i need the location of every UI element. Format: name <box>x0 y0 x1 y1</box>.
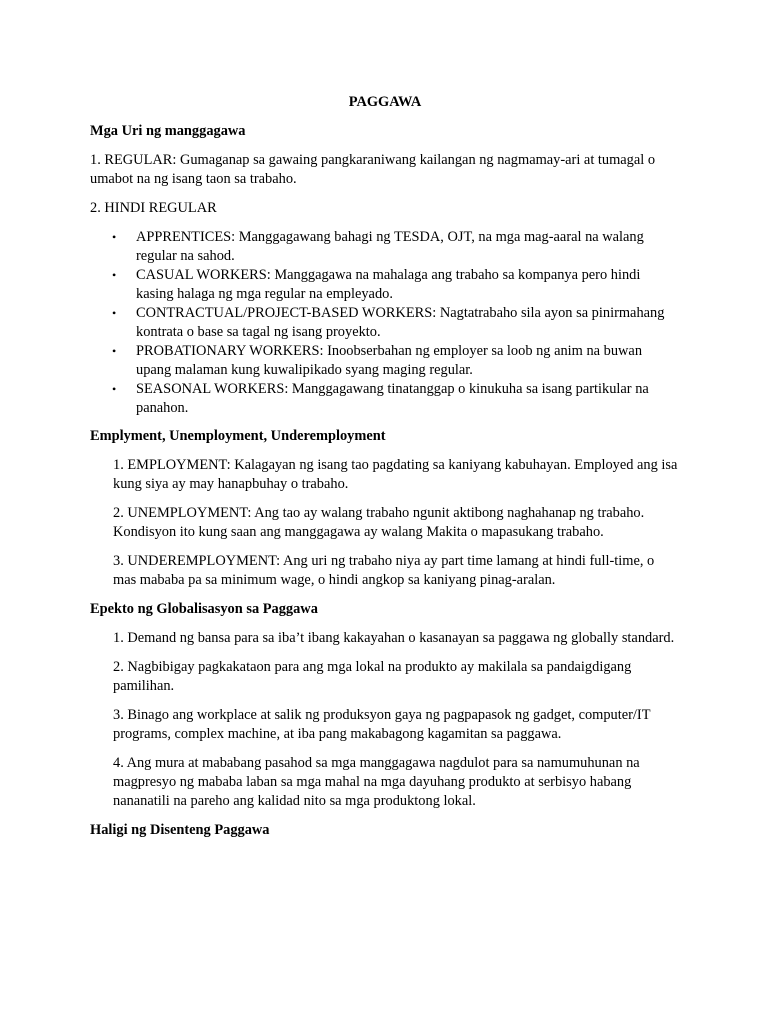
document-page <box>90 91 680 850</box>
list-item-text: CONTRACTUAL/PROJECT-BASED WORKERS: Nagtatrabaho sila ayon sa pinirmahang kontrata o base sa tagal ng isang proyekto. <box>136 305 665 340</box>
paragraph-epekto-2: 2. Nagbibigay pagkakataon para ang mga lokal na produkto ay makilala sa pandaigdigang pamilihan. <box>113 659 632 694</box>
paragraph-hindi-regular: 2. HINDI REGULAR <box>90 200 217 216</box>
section-heading-epekto: Epekto ng Globalisasyon sa Paggawa <box>90 601 318 617</box>
bullet-icon: • <box>112 344 117 358</box>
list-item <box>90 342 680 380</box>
section-heading-haligi: Haligi ng Disenteng Paggawa <box>90 822 270 838</box>
bullet-icon: • <box>112 306 117 320</box>
paragraph-epekto-4: 4. Ang mura at mababang pasahod sa mga manggagawa nagdulot para sa namumuhunan na magpresyo ng mababa laban sa mga mahal na mga dayuhang produkto at serbisyo habang nananatili na pareho ang kalidad nito sa mga produktong lokal. <box>113 755 640 809</box>
list-item-text: PROBATIONARY WORKERS: Inoobserbahan ng employer sa loob ng anim na buwan upang malaman kung kuwalipikado syang maging regular. <box>136 343 643 378</box>
paragraph-employment: 1. EMPLOYMENT: Kalagayan ng isang tao pagdating sa kaniyang kabuhayan. Employed ang isa kung siya ay may hanapbuhay o trabaho. <box>113 457 678 492</box>
list-item-text: CASUAL WORKERS: Manggagawa na mahalaga ang trabaho sa kompanya pero hindi kasing halaga ng mga regular na empleyado. <box>136 267 641 302</box>
list-item <box>90 380 680 418</box>
bullet-list-workers <box>90 228 680 418</box>
paragraph-underemployment: 3. UNDEREMPLOYMENT: Ang uri ng trabaho niya ay part time lamang at hindi full-time, o mas mababa pa sa minimum wage, o hindi angkop sa kaniyang pinag-aralan. <box>113 553 655 588</box>
bullet-icon: • <box>112 230 117 244</box>
bullet-icon: • <box>112 268 117 282</box>
section-heading-employment: Emplyment, Unemployment, Underemployment <box>90 428 386 444</box>
list-item-text: SEASONAL WORKERS: Manggagawang tinatanggap o kinukuha sa isang partikular na panahon. <box>136 381 649 416</box>
paragraph-unemployment: 2. UNEMPLOYMENT: Ang tao ay walang trabaho ngunit aktibong naghahanap ng trabaho. Kondisyon ito kung saan ang manggagawa ay walang Makita o mapasukang trabaho. <box>113 505 645 540</box>
bullet-icon: • <box>112 382 117 396</box>
list-item-text: APPRENTICES: Manggagawang bahagi ng TESDA, OJT, na mga mag-aaral na walang regular na sahod. <box>136 229 644 264</box>
document-title: PAGGAWA <box>348 94 422 110</box>
list-item <box>90 304 680 342</box>
list-item <box>90 266 680 304</box>
list-item <box>90 228 680 266</box>
paragraph-regular: 1. REGULAR: Gumaganap sa gawaing pangkaraniwang kailangan ng nagmamay-ari at tumagal o umabot na ng isang taon sa trabaho. <box>90 152 656 187</box>
paragraph-epekto-3: 3. Binago ang workplace at salik ng produksyon gaya ng pagpapasok ng gadget, computer/IT programs, complex machine, at iba pang makabagong kagamitan sa paggawa. <box>113 707 651 742</box>
section-heading-uri: Mga Uri ng manggagawa <box>90 123 246 139</box>
paragraph-epekto-1: 1. Demand ng bansa para sa iba’t ibang kakayahan o kasanayan sa paggawa ng globally standard. <box>113 630 675 646</box>
